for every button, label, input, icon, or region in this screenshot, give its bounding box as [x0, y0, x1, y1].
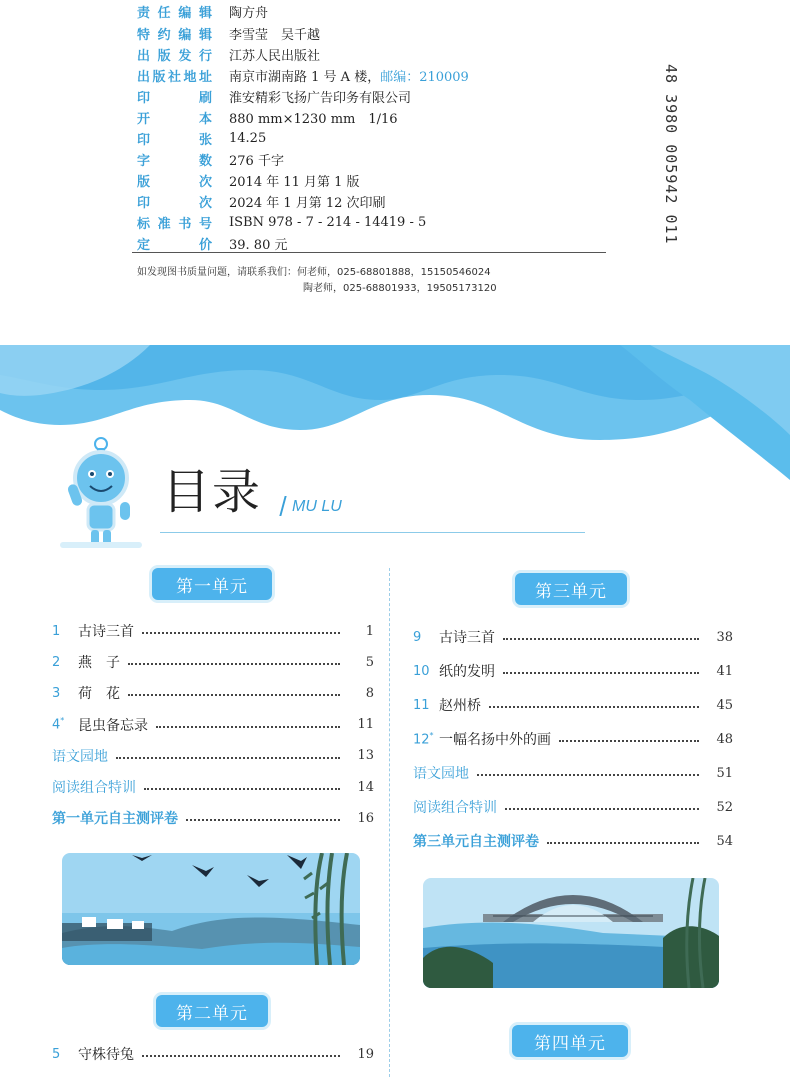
toc-title: 语文园地 — [52, 748, 108, 765]
toc-title: 一幅名扬中外的画 — [439, 732, 551, 748]
toc-page-number: 11 — [357, 717, 374, 733]
toc-page-number: 19 — [357, 1046, 374, 1062]
toc-entry[interactable] — [52, 776, 374, 798]
colophon-row — [137, 170, 360, 190]
toc-leader-dots — [503, 638, 699, 640]
toc-leader-dots — [156, 726, 340, 728]
toc-entry[interactable] — [413, 762, 733, 784]
toc-title: 第三单元自主测评卷 — [413, 834, 539, 850]
toc-leader-dots — [116, 757, 340, 759]
colophon-label: 开 本 — [137, 111, 212, 127]
toc-lesson-number: 5 — [52, 1046, 61, 1062]
toc-leader-dots — [186, 819, 340, 821]
mascot-illustration — [60, 434, 142, 552]
colophon-label: 定 价 — [137, 237, 212, 253]
toc-lesson-number: 9 — [413, 629, 422, 645]
toc-page-number: 45 — [716, 697, 733, 713]
toc-leader-dots — [128, 694, 340, 696]
toc-page-number: 48 — [716, 731, 733, 747]
toc-page-number: 5 — [365, 654, 374, 670]
colophon-value: 陶方舟 — [229, 5, 269, 21]
unit-3-tab[interactable]: 第三单元 — [515, 573, 627, 605]
colophon-label: 印 张 — [137, 132, 212, 148]
toc-entry[interactable] — [413, 728, 733, 750]
toc-leader-dots — [477, 774, 699, 776]
toc-page-number: 54 — [716, 833, 733, 849]
colophon-value: ISBN 978 - 7 - 214 - 14419 - 5 — [229, 214, 427, 230]
colophon-row — [137, 86, 411, 106]
colophon-value: 南京市湖南路 1 号 A 楼，邮编：210009 — [229, 69, 469, 85]
unit-2-tab[interactable]: 第二单元 — [156, 995, 268, 1027]
colophon-row — [137, 23, 320, 43]
contents-subtitle: MU LU — [292, 498, 342, 515]
colophon-label: 印 刷 — [137, 90, 212, 106]
colophon-value: 276 千字 — [229, 153, 284, 169]
toc-lesson-number: 12* — [413, 730, 434, 748]
toc-title: 守株待兔 — [78, 1047, 134, 1063]
colophon-row — [137, 128, 266, 148]
toc-page-number: 8 — [365, 685, 374, 701]
toc-page-number: 14 — [357, 779, 374, 795]
toc-lesson-number: 10 — [413, 663, 430, 679]
toc-entry[interactable] — [413, 694, 733, 716]
toc-lesson-number: 11 — [413, 697, 430, 713]
unit-1-tab[interactable]: 第一单元 — [152, 568, 272, 600]
toc-entry[interactable] — [52, 1043, 374, 1065]
colophon-label: 印 次 — [137, 195, 212, 211]
toc-title: 昆虫备忘录 — [78, 717, 148, 734]
toc-page-number: 1 — [365, 623, 374, 639]
toc-leader-dots — [142, 632, 340, 634]
toc-title: 阅读组合特训 — [413, 800, 497, 816]
toc-entry[interactable] — [52, 807, 374, 829]
swallows-illustration — [62, 853, 360, 965]
toc-entry[interactable] — [52, 620, 374, 642]
toc-entry[interactable] — [413, 626, 733, 648]
toc-page-number: 13 — [357, 748, 374, 764]
toc-leader-dots — [144, 788, 340, 790]
title-underline — [160, 532, 585, 533]
colophon-value: 江苏人民出版社 — [229, 48, 321, 64]
title-slash — [279, 496, 286, 516]
toc-page-number: 16 — [357, 810, 374, 826]
toc-title: 古诗三首 — [78, 624, 134, 640]
colophon-rule — [132, 252, 606, 253]
contact-line-2: 陶老师，025-68801933，19505173120 — [303, 283, 497, 294]
colophon-label: 责 任 编 辑 — [137, 5, 212, 21]
colophon — [0, 0, 790, 345]
toc-page-number: 52 — [716, 799, 733, 815]
toc-leader-dots — [128, 663, 340, 665]
colophon-label: 特 约 编 辑 — [137, 27, 212, 43]
colophon-row — [137, 233, 287, 253]
toc-page-number: 41 — [716, 663, 733, 679]
postal-code: 邮编：210009 — [380, 69, 469, 85]
isbn-barcode-number: 48 3980 005942 011 — [662, 64, 680, 245]
colophon-label: 版 次 — [137, 174, 212, 190]
colophon-row — [137, 212, 426, 232]
colophon-value: 14.25 — [229, 130, 267, 146]
toc-entry[interactable] — [413, 830, 733, 852]
colophon-value: 2014 年 11 月第 1 版 — [229, 174, 360, 190]
toc-leader-dots — [547, 842, 699, 844]
toc-page-number: 38 — [716, 629, 733, 645]
colophon-value: 李雪莹 吴千越 — [229, 27, 321, 43]
colophon-value: 2024 年 1 月第 12 次印刷 — [229, 195, 386, 211]
column-divider — [389, 568, 390, 1077]
colophon-row — [137, 65, 469, 85]
unit-4-tab[interactable]: 第四单元 — [512, 1025, 628, 1057]
colophon-label: 标 准 书 号 — [137, 216, 212, 232]
contact-line-1: 如发现图书质量问题，请联系我们：何老师，025-68801888，15150546024 — [137, 267, 491, 278]
toc-title: 赵州桥 — [439, 698, 481, 714]
colophon-row — [137, 1, 268, 21]
toc-lesson-number: 2 — [52, 654, 61, 670]
toc-title: 阅读组合特训 — [52, 780, 136, 796]
colophon-row — [137, 44, 320, 64]
colophon-value: 39. 80 元 — [229, 237, 288, 253]
colophon-label: 出 版 社 地 址 — [137, 69, 212, 85]
colophon-label: 出 版 发 行 — [137, 48, 212, 64]
toc-title: 纸的发明 — [439, 664, 495, 680]
zhaozhou-bridge-illustration — [423, 878, 719, 988]
colophon-row — [137, 107, 398, 127]
toc-entry[interactable] — [52, 682, 374, 704]
toc-lesson-number: 1 — [52, 623, 61, 639]
toc-entry[interactable] — [52, 714, 374, 736]
toc-lesson-number: 3 — [52, 685, 61, 701]
toc-leader-dots — [559, 740, 699, 742]
colophon-value: 880 mm×1230 mm 1/16 — [229, 111, 398, 127]
toc-entry[interactable] — [52, 651, 374, 673]
toc-leader-dots — [142, 1055, 340, 1057]
toc-title: 燕 子 — [78, 655, 120, 672]
toc-entry[interactable] — [413, 660, 733, 682]
toc-leader-dots — [489, 706, 699, 708]
toc-leader-dots — [503, 672, 699, 674]
contents-title: 目录 — [162, 464, 263, 520]
colophon-value: 淮安精彩飞扬广告印务有限公司 — [229, 90, 412, 106]
toc-entry[interactable] — [52, 745, 374, 767]
colophon-row — [137, 191, 386, 211]
toc-title: 语文园地 — [413, 766, 469, 782]
toc-title: 荷 花 — [78, 686, 120, 703]
toc-leader-dots — [505, 808, 699, 810]
colophon-label: 字 数 — [137, 153, 212, 169]
colophon-row — [137, 149, 284, 169]
toc-title: 古诗三首 — [439, 630, 495, 646]
toc-page-number: 51 — [716, 765, 733, 781]
toc-lesson-number: 4* — [52, 716, 65, 733]
toc-entry[interactable] — [413, 796, 733, 818]
toc-title: 第一单元自主测评卷 — [52, 811, 178, 828]
